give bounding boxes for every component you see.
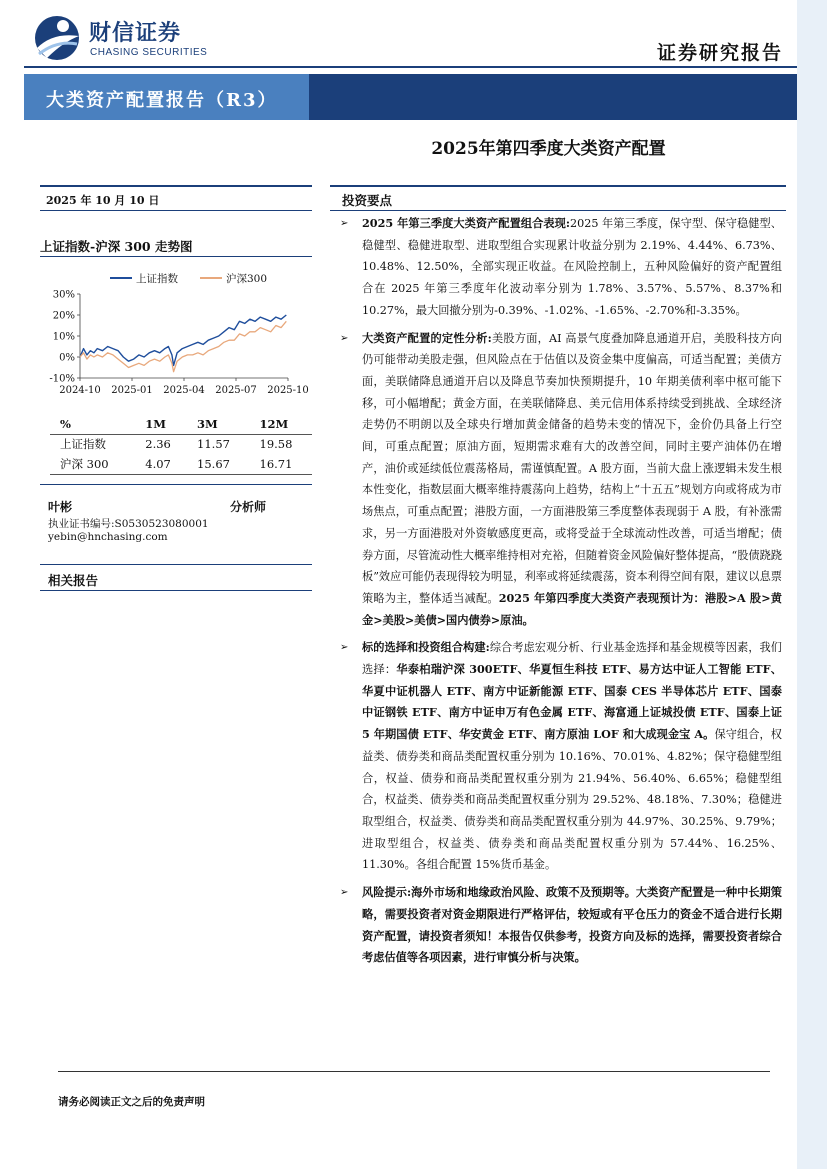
performance-table	[50, 414, 312, 475]
bullet-body: 美股方面，AI 高景气度叠加降息通道开启，美股科技方向仍可能带动美股走强，但风险点在于估值以及资金集中度偏高，可适当配置；美债方面，美联储降息通道开启以及降息节奏加快预期提升，10 年期美债利率中枢可能下移，可小幅增配；黄金方面，在美联储降息、美元信用体系持续受到挑战、全球经济走势仍不明朗以及全球央行增加黄金储备的趋势未变的情况下，金价仍具备上行空间，可重点配置；原油方面，短期需求难有大的改善空间，同时主要产油体仍在增产，油价或延续低位震荡格局，需谨慎配置。A 股方面，当前大盘上涨逻辑未发生根本性变化，指数层面大概率维持震荡向上趋势，结构上“十五五”规划方向或将成为市场焦点，可重点配置；港股方面，一方面港股第三季度整体表现弱于 A 股，有补涨需求，另一方面港股对外资敏感度更高，或将受益于全球流动性改善，可适当增配；债券方面，尽管流动性大概率维持相对充裕，但随着资金风险偏好整体提高，“股债跷跷板”效应可能仍表现得较为明显，利率或将延续震荡，资本利得空间有限，建议以息票策略为主，整体适当减配。	[362, 331, 782, 605]
report-type-label: 证券研究报告	[656, 42, 783, 64]
analyst-certificate: 执业证书编号:S0530523080001	[48, 518, 209, 530]
report-date: 2025 年 10 月 10 日	[46, 194, 160, 207]
bullet-conclusion: 2025 年第四季度大类资产表现预计为：港股>A 股>黄金>美股>美债>国内债券>原油。	[362, 590, 782, 627]
table-cell: 19.58	[259, 437, 293, 452]
bullet-body: 海外市场和地缘政治风险、政策不及预期等。大类资产配置是一种中长期策略，需要投资者对资金期限进行严格评估，较短或有平仓压力的资金不适合进行长期资产配置，请投资者须知！本报告仅供参考，投资方向及标的选择，需要投资者综合考虑估值等各项因素，进行审慎分析与决策。	[362, 885, 782, 965]
chart-legend	[110, 272, 267, 285]
index-trend-chart	[40, 260, 312, 412]
table-header-cell: 3M	[197, 416, 218, 431]
series-line-shanghai	[80, 315, 286, 365]
related-reports-title: 相关报告	[48, 573, 99, 588]
bullet-lead: 2025 年第三季度大类资产配置组合表现:	[362, 216, 570, 230]
table-cell: 11.57	[197, 437, 230, 452]
related-rule-top	[40, 564, 312, 565]
brand-name-cn: 财信证券	[89, 21, 182, 46]
analyst-role: 分析师	[230, 500, 267, 514]
key-points-title: 投资要点	[342, 193, 393, 208]
list-item	[336, 882, 782, 969]
date-rule-bottom	[40, 210, 312, 211]
table-cell: 16.71	[259, 456, 293, 471]
related-rule-bottom	[40, 590, 312, 591]
brand-logo-icon	[33, 14, 83, 62]
side-strip	[797, 0, 827, 1169]
legend-label: 上证指数	[136, 273, 178, 285]
arrow-bullet-icon: ➢	[340, 887, 349, 899]
bullet-fund-list: 华泰柏瑞沪深 300ETF、华夏恒生科技 ETF、易方达中证人工智能 ETF、华夏中证机器人 ETF、南方中证新能源 ETF、国泰 CES 半导体芯片 ETF、国泰中证钢铁 ETF、南方中证申万有色金属 ETF、海富通上证城投债 ETF、国泰上证 5 年期国债 ETF、华安黄金 ETF、南方原油 LOF 和大成现金宝 A。	[362, 662, 782, 742]
y-tick-label: 20%	[52, 310, 75, 322]
key-points-rule-top	[330, 185, 786, 187]
x-tick-label: 2025-10	[267, 385, 309, 396]
bullet-body: 2025 年第三季度，保守型、保守稳健型、稳健型、稳健进取型、进取型组合实现累计收益分别为 2.19%、4.44%、6.73%、10.48%、12.50%，全部实现正收益。在风险控制上，五种风险偏好的资产配置组合在 2025 年第三季度年化波动率分别为 1.78%、3.57%、5.57%、8.37%和 10.27%，最大回撤分别为-0.39%、-1.02%、-1.65%、-2.70%和-3.35%。	[362, 217, 782, 317]
header-divider	[24, 66, 797, 68]
table-header-cell: %	[60, 416, 71, 431]
key-points-rule-bottom	[330, 210, 786, 211]
analyst-email[interactable]: yebin@hnchasing.com	[48, 531, 168, 543]
legend-label: 沪深300	[226, 273, 268, 285]
series-line-hs300	[80, 321, 286, 371]
table-row	[50, 454, 312, 474]
y-tick-label: -10%	[49, 373, 75, 385]
chart-title: 上证指数-沪深 300 走势图	[40, 239, 193, 254]
x-tick-label: 2025-01	[111, 385, 153, 396]
table-row	[50, 434, 312, 454]
x-tick-label: 2024-10	[59, 385, 101, 396]
table-cell: 上证指数	[60, 437, 106, 452]
chart-axes	[49, 290, 308, 397]
chart-title-rule	[40, 256, 312, 257]
date-rule-top	[40, 185, 312, 187]
y-tick-label: 0%	[59, 352, 75, 364]
chart-series	[80, 315, 286, 372]
x-tick-label: 2025-04	[163, 385, 205, 396]
y-tick-label: 30%	[52, 289, 75, 301]
bullet-lead: 大类资产配置的定性分析:	[362, 330, 492, 345]
list-item	[336, 637, 782, 876]
analyst-rule	[40, 484, 312, 485]
table-cell: 2.36	[145, 437, 171, 452]
table-cell: 15.67	[197, 456, 230, 471]
table-header-cell: 1M	[145, 416, 166, 431]
table-cell: 4.07	[145, 456, 171, 471]
x-tick-label: 2025-07	[215, 385, 257, 396]
banner-title: 大类资产配置报告（R3）	[46, 90, 278, 111]
list-item	[336, 213, 782, 322]
y-tick-label: 10%	[52, 331, 75, 343]
brand-name-en: CHASING SECURITIES	[90, 47, 208, 58]
footer-rule	[58, 1071, 770, 1072]
report-banner	[24, 74, 797, 120]
analyst-name: 叶彬	[48, 500, 73, 514]
disclaimer-note: 请务必阅读正文之后的免责声明	[58, 1096, 205, 1108]
bullet-weights: 保守组合，权益类、债券类和商品类配置权重分别为 10.16%、70.01%、4.82%；保守稳健型组合，权益、债券和商品类配置权重分别为 21.94%、56.40%、6.65%；稳健型组合，权益类、债券类和商品类配置权重分别为 29.52%、48.18%、7.30%；稳健进取型组合，权益类、债券类和商品类配置权重分别为 44.97%、30.25%、9.79%；进取型组合，权益类、债券类和商品类配置权重分别为 57.44%、16.25%、11.30%。各组合配置 15%货币基金。	[362, 728, 782, 872]
bullet-lead: 风险提示:	[362, 885, 412, 900]
key-points-list	[336, 213, 782, 975]
table-header-cell: 12M	[259, 416, 289, 431]
list-item	[336, 328, 782, 632]
arrow-bullet-icon: ➢	[340, 332, 349, 344]
table-header-row	[50, 414, 312, 434]
page-title: 2025年第四季度大类资产配置	[431, 139, 666, 159]
arrow-bullet-icon: ➢	[340, 642, 349, 654]
bullet-lead: 标的选择和投资组合构建:	[362, 640, 490, 655]
arrow-bullet-icon: ➢	[340, 218, 349, 229]
bullet-body: 综合考虑宏观分析、行业基金选择和基金规模等因素，我们选择：	[362, 641, 782, 677]
table-cell: 沪深 300	[60, 456, 109, 471]
brand-logo	[33, 14, 213, 66]
